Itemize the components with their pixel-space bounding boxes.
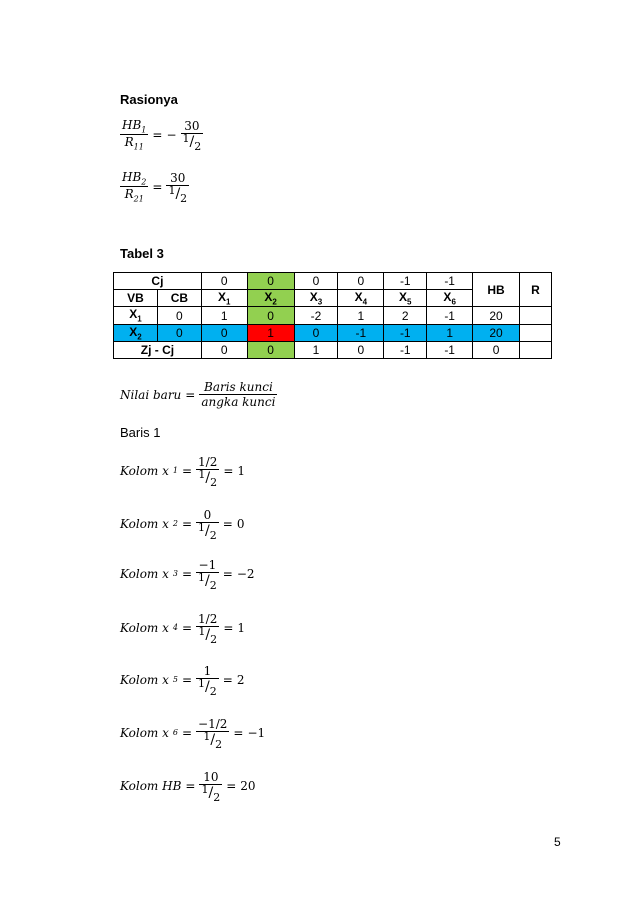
half-denominator: 2 [209,685,217,698]
kolom-label: Kolom HB [120,778,182,793]
ratio-num: HB [122,170,142,184]
angka-kunci: angka kunci [201,395,276,409]
equals-sign: = [181,725,193,740]
kolom-result: 20 [240,778,256,793]
ratio-num: HB [122,118,142,132]
zjcj-value: 1 [294,342,338,359]
ratio-rhs-top: 30 [184,119,200,134]
kolom-label: Kolom x [120,725,169,740]
kolom-numerator: 1/2 [198,612,218,626]
ratio-den: R [124,187,134,202]
half-numerator: 1 [182,132,190,146]
value-cell: 0 [247,307,294,324]
kolom-fraction: $\frac{1/2}{1/2}$ [198,612,218,646]
vb-header: VB [114,290,158,307]
nilai-baru-label: Nilai baru [120,387,182,402]
zjcj-value: -1 [384,342,427,359]
value-cell: 2 [384,307,427,324]
value-cell: -1 [338,324,384,341]
kolom-result: 1 [237,620,246,635]
var-header: $X_1$ [201,290,247,307]
baris-kunci: Baris kunci [204,380,273,394]
kolom-equation [120,455,246,489]
hb-header: HB [473,273,520,307]
r-cell [519,307,551,324]
ratio-den: R [124,135,134,150]
equals-sign: = [223,463,234,478]
var-header: $X_3$ [294,290,338,307]
kolom-result: −1 [247,725,266,740]
kolom-fraction: $\frac{-1/2}{1/2}$ [198,717,228,751]
hb-cell: 20 [473,307,520,324]
equals-sign: = [181,620,193,635]
half-numerator: 1 [198,571,206,584]
zjcj-label: Zj - Cj [114,342,202,359]
kolom-result: 2 [236,672,245,687]
kolom-sub: 4 [172,623,178,632]
ratio-equation-1 [120,118,203,152]
kolom-equation [120,558,255,592]
ratio-num-sub: 1 [141,125,147,135]
minus-sign: − [166,127,177,142]
zjcj-value: 0 [338,342,384,359]
equals-sign: = [226,778,237,793]
cb-cell: 0 [157,324,201,341]
kolom-numerator: −1 [198,558,217,572]
r-header: R [519,273,551,307]
nilai-baru-equation [120,380,277,409]
equals-sign: = [185,778,196,793]
half-numerator: 1 [198,677,206,690]
ratio-den-sub: 21 [133,194,144,204]
zjcj-r [519,342,551,359]
kolom-label: Kolom x [120,620,169,635]
value-cell: 1 [201,307,247,324]
simplex-table [113,272,552,359]
cj-value: -1 [384,273,427,290]
value-cell: -1 [384,324,427,341]
kolom-equation [120,612,246,646]
cj-value: -1 [427,273,473,290]
kolom-fraction: $\frac{0}{1/2}$ [198,508,217,542]
kolom-label: Kolom x [120,516,169,531]
ratio-equation-2 [120,170,189,204]
ratio-num-sub: 2 [141,177,147,187]
vb-cell: $X_1$ [114,307,158,324]
half-numerator: 1 [198,468,206,481]
section-heading-tabel: Tabel 3 [120,246,164,261]
kolom-numerator: 1/2 [198,455,218,469]
half-denominator: 2 [213,791,221,804]
half-denominator: 2 [180,192,188,206]
kolom-fraction: $\frac{1/2}{1/2}$ [198,455,218,489]
equals-sign: = [152,179,163,194]
equals-sign: = [222,516,233,531]
kolom-numerator: 1 [203,664,212,678]
cj-value: 0 [338,273,384,290]
nilai-baru-fraction [199,380,277,409]
ratio-lhs-fraction [120,170,148,204]
equals-sign: = [181,566,193,581]
value-cell: -2 [294,307,338,324]
kolom-label: Kolom x [120,566,169,581]
kolom-label: Kolom x [120,463,169,478]
cj-value: 0 [247,273,294,290]
table-row [114,307,552,324]
ratio-rhs-fraction: $\frac{30}{1/2}$ [168,171,188,206]
table-row-cj [114,273,552,290]
zjcj-value: 0 [247,342,294,359]
kolom-equation [120,770,256,804]
cj-value: 0 [201,273,247,290]
half-denominator: 2 [215,738,223,751]
half-denominator: 2 [209,579,217,592]
kolom-fraction: $\frac{10}{1/2}$ [201,770,221,804]
table-row-zjcj [114,342,552,359]
var-header: $X_4$ [338,290,384,307]
equals-sign: = [181,463,193,478]
cb-header: CB [157,290,201,307]
cj-label: Cj [114,273,202,290]
pivot-cell: 1 [247,324,294,341]
kolom-equation [120,717,266,751]
vb-cell: $X_2$ [114,324,158,341]
equals-sign: = [223,620,234,635]
half-denominator: 2 [210,633,218,646]
equals-sign: = [222,566,233,581]
kolom-sub: 5 [172,675,178,684]
value-cell: -1 [427,307,473,324]
kolom-result: 0 [236,516,245,531]
kolom-numerator: 10 [203,770,219,784]
section-heading-baris: Baris 1 [120,425,161,440]
zjcj-value: -1 [427,342,473,359]
kolom-fraction: $\frac{-1}{1/2}$ [198,558,217,592]
value-cell: 0 [201,324,247,341]
value-cell: 1 [427,324,473,341]
equals-sign: = [185,387,196,402]
kolom-numerator: 0 [203,508,212,522]
zjcj-hb: 0 [473,342,520,359]
ratio-rhs-top: 30 [170,171,186,186]
half-denominator: 2 [209,529,217,542]
ratio-den-sub: 11 [133,142,144,152]
equals-sign: = [181,516,193,531]
value-cell: 1 [338,307,384,324]
kolom-result: −2 [236,566,255,581]
kolom-fraction: $\frac{1}{1/2}$ [198,664,217,698]
section-heading-rasionya: Rasionya [120,92,178,107]
table-row [114,324,552,341]
kolom-result: 1 [237,463,246,478]
var-header: $X_2$ [247,290,294,307]
half-numerator: 1 [168,184,176,198]
kolom-label: Kolom x [120,672,169,687]
r-cell [519,324,551,341]
equals-sign: = [233,725,244,740]
var-header: $X_6$ [427,290,473,307]
equals-sign: = [152,127,163,142]
half-numerator: 1 [201,783,209,796]
half-numerator: 1 [198,521,206,534]
cj-value: 0 [294,273,338,290]
half-numerator: 1 [198,625,206,638]
kolom-sub: 2 [172,519,178,528]
equals-sign: = [222,672,233,687]
var-header: $X_5$ [384,290,427,307]
cb-cell: 0 [157,307,201,324]
equals-sign: = [181,672,193,687]
ratio-lhs-fraction [120,118,148,152]
kolom-numerator: −1/2 [198,717,228,731]
value-cell: 0 [294,324,338,341]
zjcj-value: 0 [201,342,247,359]
hb-cell: 20 [473,324,520,341]
ratio-rhs-fraction: $\frac{30}{1/2}$ [182,119,202,154]
kolom-sub: 3 [172,569,178,578]
half-numerator: 1 [203,730,211,743]
kolom-equation [120,508,245,542]
kolom-equation [120,664,245,698]
half-denominator: 2 [194,140,202,154]
kolom-sub: 1 [172,466,178,475]
page-number: 5 [554,835,561,849]
half-denominator: 2 [210,476,218,489]
kolom-sub: 6 [172,728,178,737]
